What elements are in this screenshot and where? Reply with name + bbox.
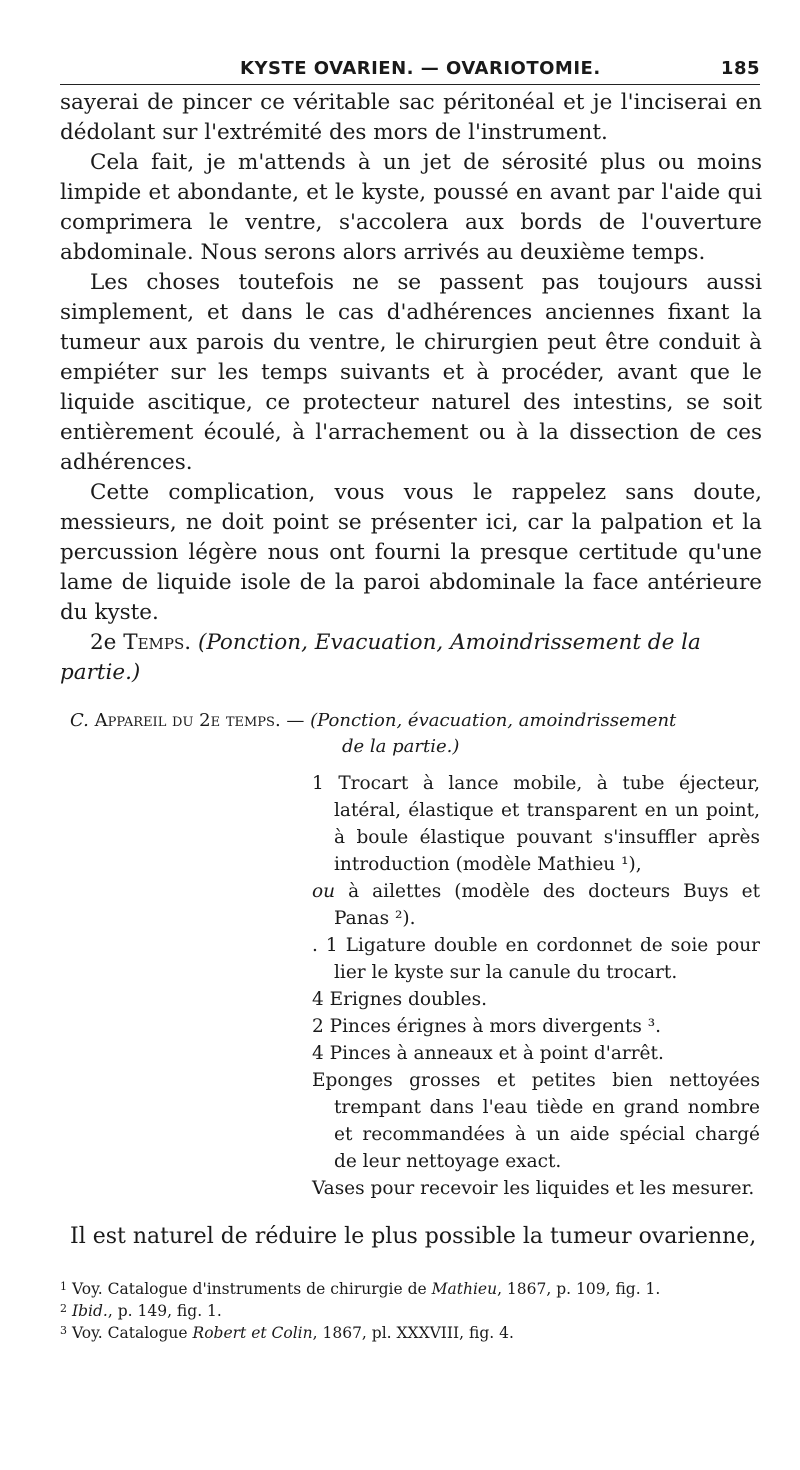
appareil-subtitle-1: (Ponction, évacuation, amoindrissement [310,710,677,731]
footnote [60,1322,762,1344]
footnote-text: , 1867, p. 109, fig. 1. [497,1280,661,1298]
footnote-mark: 2 [60,1302,67,1315]
instrument-qty: 4 [312,1043,324,1064]
instrument-text: Pinces érignes à mors divergents ³. [329,1016,662,1037]
appareil-dash: — [286,710,305,731]
instrument-item [312,770,760,878]
footnotes [60,1278,762,1344]
instrument-qty: . 1 [312,935,338,956]
paragraph: Cela fait, je m'attends à un jet de sérosité plus ou moins limpide et abondante, et le kyste, poussé en avant par l'aide qui comprimera le ventre, s'accolera aux bords de l'ouverture abdominale. Nous serons alors arrivés au deuxième temps. [60,150,762,265]
instrument-item [312,932,760,986]
footnote-mark: 1 [60,1280,67,1293]
footnote-mark: 3 [60,1324,67,1337]
running-title: KYSTE OVARIEN. — OVARIOTOMIE. [240,58,601,79]
footnote-italic: Ibid. [72,1302,108,1320]
temps-heading [60,628,762,688]
footnote-italic: Robert et Colin [192,1324,313,1342]
instrument-item [312,1175,760,1202]
appareil-label: Appareil du 2e temps. [94,710,281,731]
paragraph: Cette complication, vous vous le rappelez sans doute, messieurs, ne doit point se présenter ici, car la palpation et la percussion légère nous ont fourni la presque certitude qu'une lame de liquide isole de la paroi abdominale la face antérieure du kyste. [60,480,762,625]
footnote [60,1300,762,1322]
instrument-item [312,878,760,932]
instrument-text: à ailettes (modèle des docteurs Buys et Panas ²). [334,881,760,929]
paragraph-continued: sayerai de pincer ce véritable sac péritonéal et je l'inciserai en dédolant sur l'extrémité des mors de l'instrument. [60,90,762,145]
instrument-text: Ligature double en cordonnet de soie pour lier le kyste sur la canule du trocart. [334,935,760,983]
page-number: 185 [720,58,760,79]
instrument-list [312,770,760,1202]
instrument-item [312,1013,760,1040]
instrument-text: Trocart à lance mobile, à tube éjecteur, latéral, élastique et transparent en un point, à boule élastique pouvant s'insuffler après introduction (modèle Mathieu ¹), [334,773,760,875]
instrument-text: Erignes doubles. [329,989,487,1010]
temps-number: 2e [90,630,117,655]
instrument-text: Vases pour recevoir les liquides et les mesurer. [312,1178,755,1199]
appareil-letter: C. [70,710,89,731]
instrument-qty: 1 [312,773,324,794]
footnote-text: , 1867, pl. XXXVIII, fig. 4. [312,1324,514,1342]
instrument-text: Eponges grosses et petites bien nettoyées trempant dans l'eau tiède en grand nombre et recommandées à un aide spécial chargé de leur nettoyage exact. [312,1070,760,1172]
footnote-italic: Mathieu [431,1280,498,1298]
instrument-qty: 2 [312,1016,324,1037]
footnote-text: Voy. Catalogue d'instruments de chirurgie de [72,1280,432,1298]
instrument-qty: 4 [312,989,324,1010]
instrument-text: Pinces à anneaux et à point d'arrêt. [329,1043,664,1064]
appareil-heading [60,708,762,734]
appareil-section [60,708,762,1202]
page-body [60,88,762,1274]
instrument-item [312,986,760,1013]
instrument-qty: ou [312,881,336,902]
footnote [60,1278,762,1300]
footnote-text: , p. 149, fig. 1. [107,1302,222,1320]
footnote-text: Voy. Catalogue [72,1324,193,1342]
instrument-item [312,1040,760,1067]
instrument-item [312,1067,760,1175]
temps-label: Temps. [123,630,192,655]
temps-subtitle: (Ponction, Evacuation, Amoindrissement de la partie.) [60,630,701,685]
appareil-subtitle-2: de la partie.) [342,736,460,757]
paragraph: Les choses toutefois ne se passent pas toujours aussi simplement, et dans le cas d'adhérences anciennes fixant la tumeur aux parois du ventre, le chirurgien peut être conduit à empiéter sur les temps suivants et à procéder, avant que le liquide ascitique, ce protecteur naturel des intestins, se soit entièrement écoulé, à l'arrachement ou à la dissection de ces adhérences. [60,270,762,475]
concluding-line: Il est naturel de réduire le plus possible la tumeur ovarienne, [70,1224,757,1249]
running-header [60,58,760,85]
